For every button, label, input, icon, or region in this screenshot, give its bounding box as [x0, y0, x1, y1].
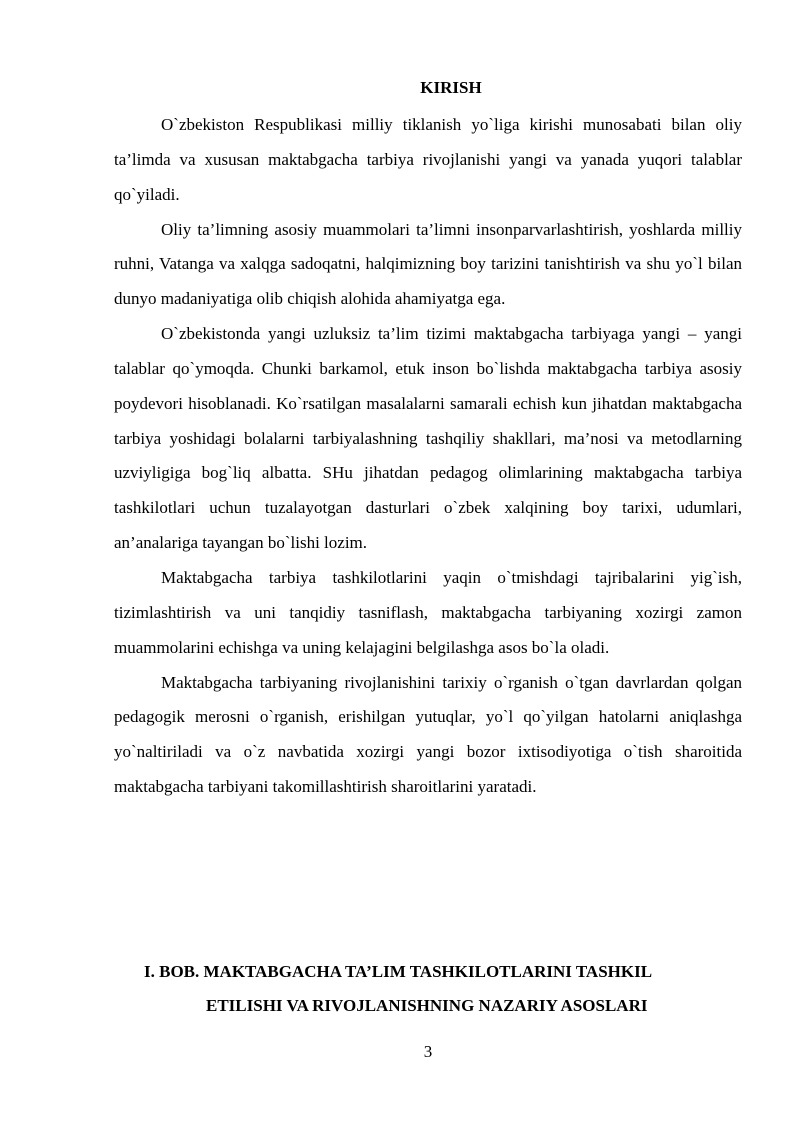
- paragraph-2: Oliy ta’limning asosiy muammolari ta’limni insonparvarlashtirish, yoshlarda milliy ruhni, Vatanga va xalqga sadoqatni, halqimizning boy tarizini tanishtirish va shu yo`l bilan dunyo madaniyatiga olib chiqish alohida ahamiyatga ega.: [114, 219, 742, 309]
- paragraph-1: O`zbekiston Respublikasi milliy tiklanish yo`liga kirishi munosabati bilan oliy ta’limda va xususan maktabgacha tarbiya rivojlanishi yangi va yanada yuqori talablar qo`yiladi.: [114, 115, 742, 204]
- chapter-title-line-1: I. BOB. MAKTABGACHA TA’LIM TASHKILOTLARINI TASHKIL: [144, 962, 653, 981]
- paragraph-4: Maktabgacha tarbiya tashkilotlarini yaqin o`tmishdagi tajribalarini yig`ish, tizimlashtirish va uni tanqidiy tasniflash, maktabgacha tarbiyaning xozirgi zamon muammolarini echishga va uning kelajagini belgilashga asos bo`la oladi.: [114, 567, 742, 657]
- body-text: [114, 108, 742, 805]
- chapter-title-line-2: ETILISHI VA RIVOJLANISHNING NAZARIY ASOSLARI: [206, 996, 648, 1015]
- section-heading: [0, 76, 800, 100]
- paragraph-3: O`zbekistonda yangi uzluksiz ta’lim tizimi maktabgacha tarbiyaga yangi – yangi talablar qo`ymoqda. Chunki barkamol, etuk inson bo`lishda maktabgacha tarbiya asosiy poydevori hisoblanadi. Ko`rsatilgan masalalarni samarali echish kun jihatdan maktabgacha tarbiya yoshidagi bolalarni tarbiyalashning tashqiliy shakllari, ma’nosi va metodlarning uzviyligiga bog`liq albatta. SHu jihatdan pedagog olimlarining maktabgacha tarbiya tashkilotlari uchun tuzalayotgan dasturlari o`zbek xalqining boy tarixi, udumlari, an’analariga tayangan bo`lishi lozim.: [114, 324, 742, 553]
- section-heading-text: KIRISH: [420, 78, 482, 97]
- chapter-title: [114, 955, 742, 1023]
- paragraph-5: Maktabgacha tarbiyaning rivojlanishini tarixiy o`rganish o`tgan davrlardan qolgan pedagogik merosni o`rganish, erishilgan yutuqlar, yo`l qo`yilgan hatolarni aniqlashga yo`naltiriladi va o`z navbatida xozirgi yangi bozor ixtisodiyotiga o`tish sharoitida maktabgacha tarbiyani takomillashtirish sharoitlarini yaratadi.: [114, 672, 742, 797]
- page-number: 3: [423, 1042, 433, 1061]
